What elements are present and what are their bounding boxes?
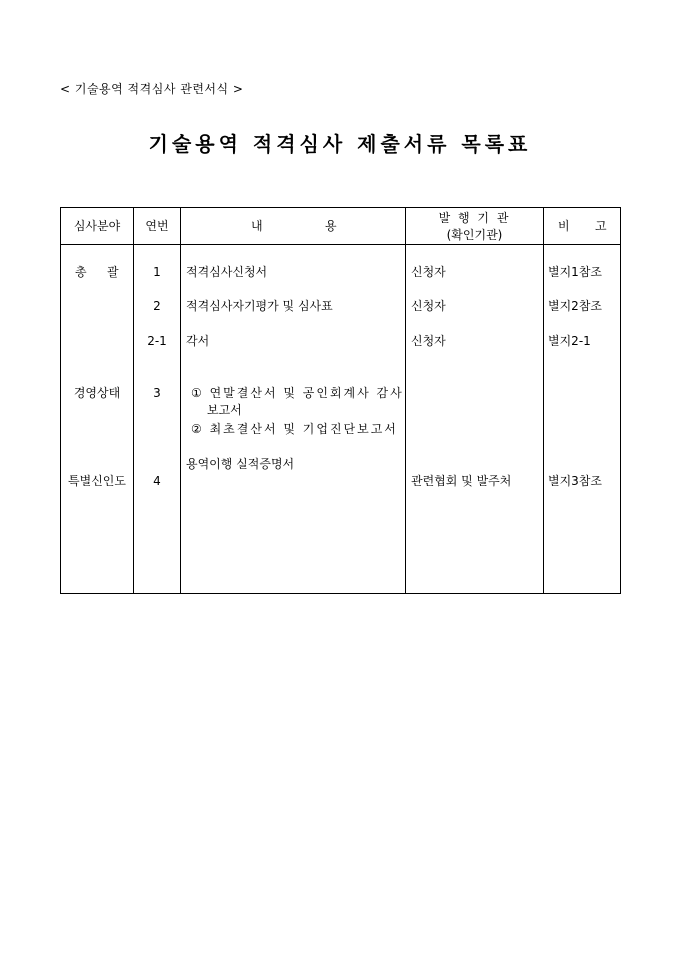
header-content-right: 용 bbox=[325, 219, 337, 233]
row2-note: 별지2참조 bbox=[548, 299, 603, 313]
row4-content-line2: 보고서 bbox=[207, 403, 242, 417]
header-note-right: 고 bbox=[595, 219, 607, 233]
row5-issuer: 관련협회 및 발주처 bbox=[411, 474, 512, 488]
submission-table bbox=[60, 207, 621, 594]
header-field: 심사분야 bbox=[73, 219, 121, 233]
document-title: 기술용역 적격심사 제출서류 목록표 bbox=[148, 132, 532, 156]
row1-note: 별지1참조 bbox=[548, 265, 603, 279]
row3-note: 별지2-1 bbox=[548, 334, 591, 348]
row4-content-line1: ① 연말결산서 및 공인회계사 감사 bbox=[191, 386, 404, 400]
row1-no: 1 bbox=[153, 265, 161, 279]
row1-content: 적격심사신청서 bbox=[186, 265, 268, 279]
row3-no: 2-1 bbox=[147, 334, 167, 348]
row4-content-line3: ② 최초결산서 및 기업진단보고서 bbox=[191, 422, 398, 436]
header-divider bbox=[61, 244, 620, 245]
row4-field: 경영상태 bbox=[73, 386, 121, 400]
row5-field: 특별신인도 bbox=[68, 474, 126, 488]
row2-content: 적격심사자기평가 및 심사표 bbox=[186, 299, 333, 313]
column-divider bbox=[180, 208, 181, 593]
row4-no: 3 bbox=[153, 386, 161, 400]
header-issuer-line2: (확인기관) bbox=[446, 228, 503, 242]
row5-note: 별지3참조 bbox=[548, 474, 603, 488]
row5-no: 4 bbox=[153, 474, 161, 488]
row3-issuer: 신청자 bbox=[411, 334, 446, 348]
header-content-left: 내 bbox=[251, 219, 263, 233]
row3-content: 각서 bbox=[186, 334, 210, 348]
row1-issuer: 신청자 bbox=[411, 265, 446, 279]
header-note-left: 비 bbox=[558, 219, 570, 233]
row1-field-right: 괄 bbox=[107, 265, 119, 279]
header-issuer-line1: 발 행 기 관 bbox=[438, 211, 511, 225]
row2-no: 2 bbox=[153, 299, 161, 313]
row1-field-left: 총 bbox=[75, 265, 87, 279]
column-divider bbox=[405, 208, 406, 593]
header-no: 연번 bbox=[145, 219, 169, 233]
row5-content: 용역이행 실적증명서 bbox=[186, 457, 295, 471]
row2-issuer: 신청자 bbox=[411, 299, 446, 313]
header-note: < 기술용역 적격심사 관련서식 > bbox=[60, 82, 244, 96]
column-divider bbox=[543, 208, 544, 593]
